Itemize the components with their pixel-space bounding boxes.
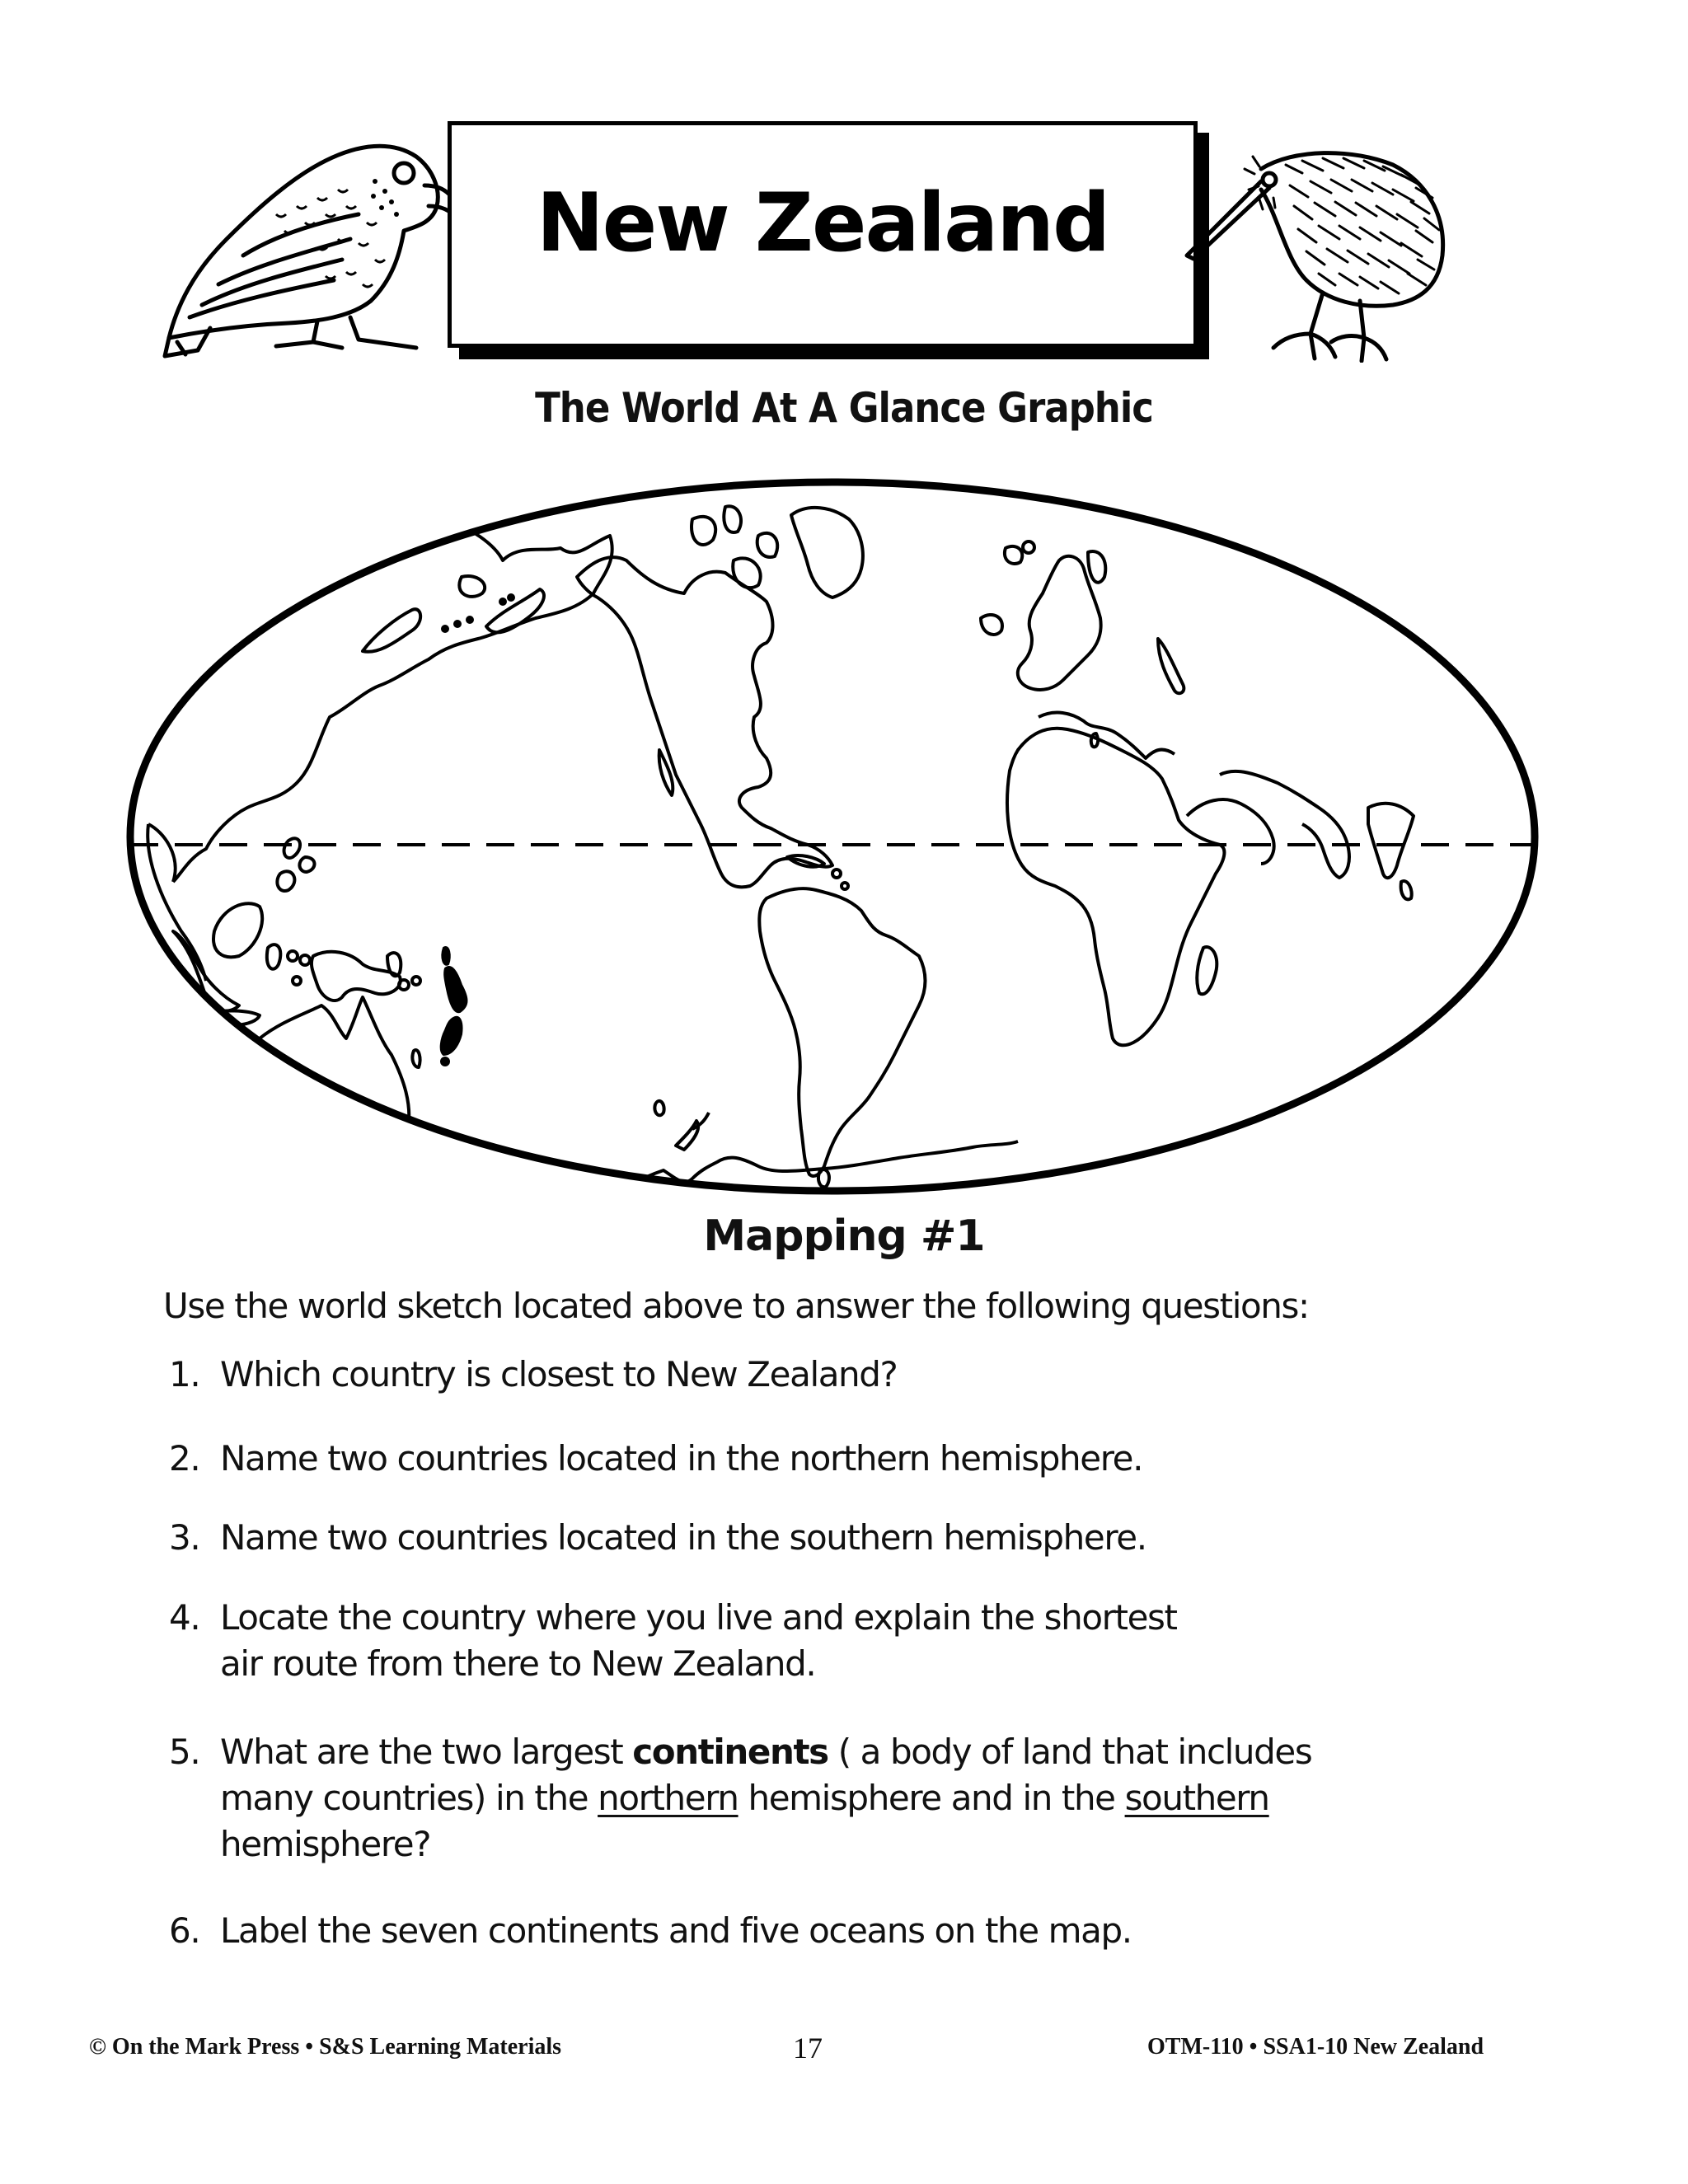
question-number: 1. xyxy=(169,1354,200,1394)
question-text: What are the two largest xyxy=(220,1732,633,1772)
question-text: Label the seven continents and five oceans on the map. xyxy=(220,1910,1132,1951)
india-outline xyxy=(1368,804,1414,878)
question-text-continued xyxy=(169,1775,1311,1821)
question-text: Name two countries located in the southern hemisphere. xyxy=(220,1517,1146,1558)
sri-lanka-outline xyxy=(1401,881,1412,899)
south-america-outline xyxy=(759,888,925,1176)
question-text: Which country is closest to New Zealand? xyxy=(220,1354,898,1394)
term-northern: northern xyxy=(598,1778,738,1818)
africa-outline xyxy=(1007,729,1224,1046)
question-text: many countries) in the xyxy=(220,1778,598,1818)
section-heading: Mapping #1 xyxy=(703,1212,985,1261)
question-text-continued: air route from there to New Zealand. xyxy=(220,1643,816,1684)
question-text: ( a body of land that includes xyxy=(828,1732,1312,1772)
question-2 xyxy=(169,1436,1142,1482)
question-1 xyxy=(169,1352,897,1398)
asia-outline xyxy=(173,519,612,882)
question-number: 6. xyxy=(169,1910,200,1951)
publisher-credit: © On the Mark Press • S&S Learning Materials xyxy=(89,2034,562,2060)
map-border xyxy=(130,482,1535,1191)
kea-parrot-illustration xyxy=(152,115,457,363)
question-5 xyxy=(169,1729,1311,1868)
question-text: Name two countries located in the northern hemisphere. xyxy=(220,1438,1143,1479)
product-code: OTM-110 • SSA1-10 New Zealand xyxy=(1147,2034,1484,2060)
greenland-outline xyxy=(791,508,863,598)
term-continents: continents xyxy=(632,1732,828,1772)
question-text: hemisphere and in the xyxy=(738,1778,1125,1818)
instructions: Use the world sketch located above to answer the following questions: xyxy=(163,1286,1309,1326)
question-6 xyxy=(169,1908,1132,1954)
borneo-outline xyxy=(213,903,262,957)
question-number: 2. xyxy=(169,1438,200,1479)
question-number: 3. xyxy=(169,1517,200,1558)
map-subtitle: The World At A Glance Graphic xyxy=(535,384,1153,432)
question-3 xyxy=(169,1515,1146,1561)
title-box xyxy=(448,121,1198,348)
world-map xyxy=(115,470,1550,1203)
new-zealand-highlight xyxy=(441,947,467,1066)
north-america-outline xyxy=(577,557,832,887)
term-southern: southern xyxy=(1124,1778,1269,1818)
page-number: 17 xyxy=(793,2032,823,2064)
page-title: New Zealand xyxy=(536,176,1109,270)
madagascar-outline xyxy=(1197,947,1217,994)
kiwi-bird-illustration xyxy=(1170,124,1451,363)
question-text: Locate the country where you live and explain the shortest xyxy=(220,1597,1177,1638)
question-number: 4. xyxy=(169,1597,200,1638)
page-footer xyxy=(0,2034,1688,2067)
europe-outline xyxy=(1018,556,1101,690)
question-number: 5. xyxy=(169,1732,200,1772)
question-4 xyxy=(169,1595,1177,1687)
japan-outline xyxy=(486,589,544,632)
question-text-continued: hemisphere? xyxy=(220,1824,431,1864)
